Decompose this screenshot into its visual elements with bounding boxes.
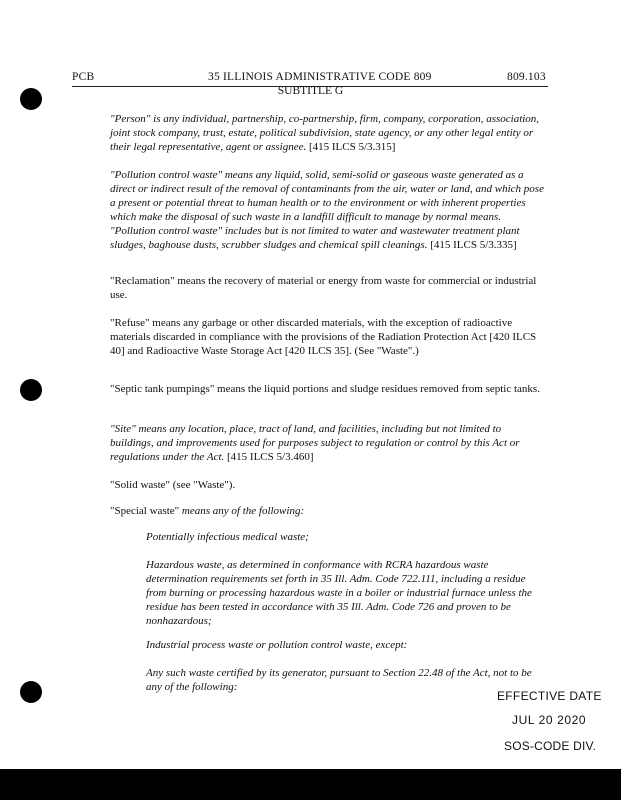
special-waste-item-medical: Potentially infectious medical waste; (146, 531, 309, 543)
definition-pollution-control-waste: "Pollution control waste" means any liquid, solid, semi-solid or gaseous waste generated as a direct or indirect result of the removal of contaminants from the air, water or land, and which pose a present or potential threat to human health or to the environment or with inherent properties which make the disposal of such waste in a landfill difficult to manage by normal means. "Pollution control waste" includes but is not limited to water and wastewater treatment plant sludges, baghouse dusts, scrubber sludges and chemical spill cleanings. [415 ILCS 5/3.335] (110, 169, 544, 251)
header-center: 35 ILLINOIS ADMINISTRATIVE CODE 809 (208, 71, 432, 83)
punch-hole-middle (20, 379, 42, 401)
punch-hole-bottom (20, 681, 42, 703)
effective-date-stamp-date: JUL 20 2020 (512, 713, 587, 727)
effective-date-stamp-division: SOS-CODE DIV. (504, 739, 597, 753)
special-waste-item-certified: Any such waste certified by its generator, pursuant to Section 22.48 of the Act, not to be any of the following: (146, 667, 532, 693)
definition-site: "Site" means any location, place, tract of land, and facilities, including but not limited to buildings, and improvements used for purposes subject to regulation or control by this Act or regulations under the Act. [415 ILCS 5/3.460] (110, 423, 520, 463)
header-left: PCB (72, 71, 95, 83)
scan-border-bottom (0, 769, 621, 800)
special-waste-item-industrial: Industrial process waste or pollution control waste, except: (146, 639, 408, 651)
definition-septic-tank-pumpings: "Septic tank pumpings" means the liquid portions and sludge residues removed from septic tanks. (110, 383, 540, 395)
special-waste-item-hazardous: Hazardous waste, as determined in conformance with RCRA hazardous waste determination requirements set forth in 35 Ill. Adm. Code 722.111, including a residue from burning or processing hazardous waste in a boiler or industrial furnace unless the residue has been tested in accordance with 35 Ill. Adm. Code 726 and proven to be nonhazardous; (146, 559, 532, 627)
definition-solid-waste: "Solid waste" (see "Waste"). (110, 479, 236, 491)
header-right: 809.103 (507, 71, 546, 83)
header-subtitle: SUBTITLE G (277, 85, 344, 97)
definition-person: "Person" is any individual, partnership, co-partnership, firm, company, corporation, association, joint stock company, trust, estate, political subdivision, state agency, or any other legal entity or their legal representative, agent or assignee. [415 ILCS 5/3.315] (110, 113, 540, 153)
definition-refuse: "Refuse" means any garbage or other discarded materials, with the exception of radioactive materials discarded in compliance with the provisions of the Radiation Protection Act [420 ILCS 40] and Radioactive Waste Storage Act [420 ILCS 35]. (See "Waste".) (110, 317, 537, 357)
definition-special-waste: "Special waste" means any of the following: (110, 505, 305, 517)
definition-reclamation: "Reclamation" means the recovery of material or energy from waste for commercial or industrial use. (110, 275, 537, 301)
effective-date-stamp-label: EFFECTIVE DATE (497, 689, 602, 703)
